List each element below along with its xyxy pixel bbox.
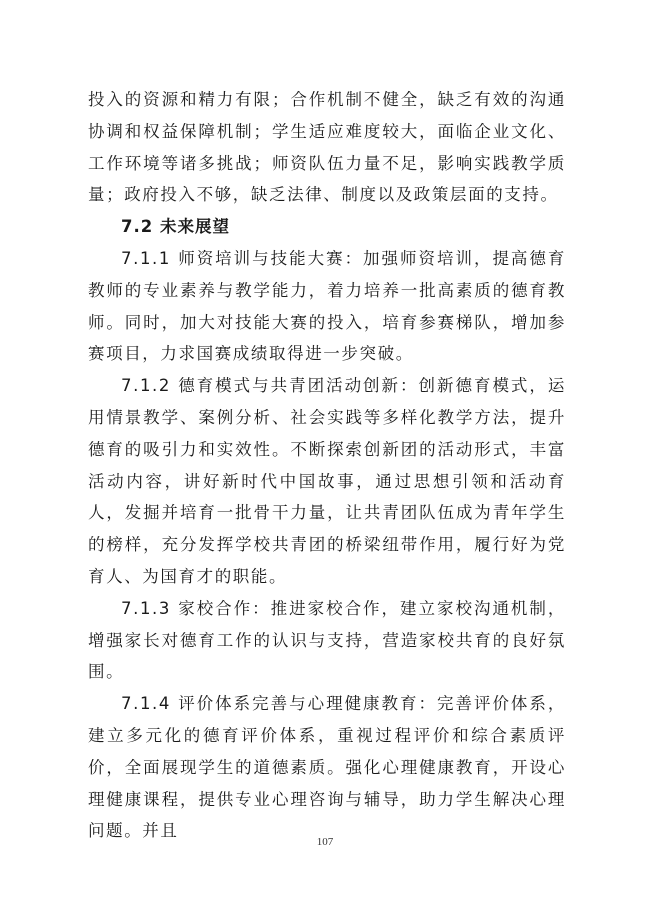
paragraph-continued: 投入的资源和精力有限；合作机制不健全，缺乏有效的沟通协调和权益保障机制；学生适应难度较大，面临企业文化、工作环境等诸多挑战；师资队伍力量不足，影响实践教学质量；政府投入不够，缺乏法律、制度以及政策层面的支持。: [88, 90, 566, 205]
section-heading: 7.2 未来展望: [121, 217, 230, 237]
page-number: 107: [316, 836, 334, 848]
subsection-7-1-1: 7.1.1 师资培训与技能大赛：加强师资培训，提高德育教师的专业素养与教学能力，着力培养一批高素质的德育教师。同时，加大对技能大赛的投入，培育参赛梯队，增加参赛项目，力求国赛成绩取得进一步突破。: [88, 248, 566, 364]
document-page: [88, 84, 566, 847]
subsection-7-1-4: 7.1.4 评价体系完善与心理健康教育：完善评价体系，建立多元化的德育评价体系，重视过程评价和综合素质评价，全面展现学生的道德素质。强化心理健康教育，开设心理健康课程，提供专业心理咨询与辅导，助力学生解决心理问题。并且: [88, 694, 566, 841]
subsection-7-1-2: 7.1.2 德育模式与共青团活动创新：创新德育模式，运用情景教学、案例分析、社会实践等多样化教学方法，提升德育的吸引力和实效性。不断探索创新团的活动形式，丰富活动内容，讲好新时代中国故事，通过思想引领和活动育人，发掘并培育一批骨干力量，让共青团队伍成为青年学生的榜样，充分发挥学校共青团的桥梁纽带作用，履行好为党育人、为国育才的职能。: [88, 376, 566, 586]
subsection-7-1-3: 7.1.3 家校合作：推进家校合作，建立家校沟通机制，增强家长对德育工作的认识与支持，营造家校共育的良好氛围。: [88, 598, 566, 682]
